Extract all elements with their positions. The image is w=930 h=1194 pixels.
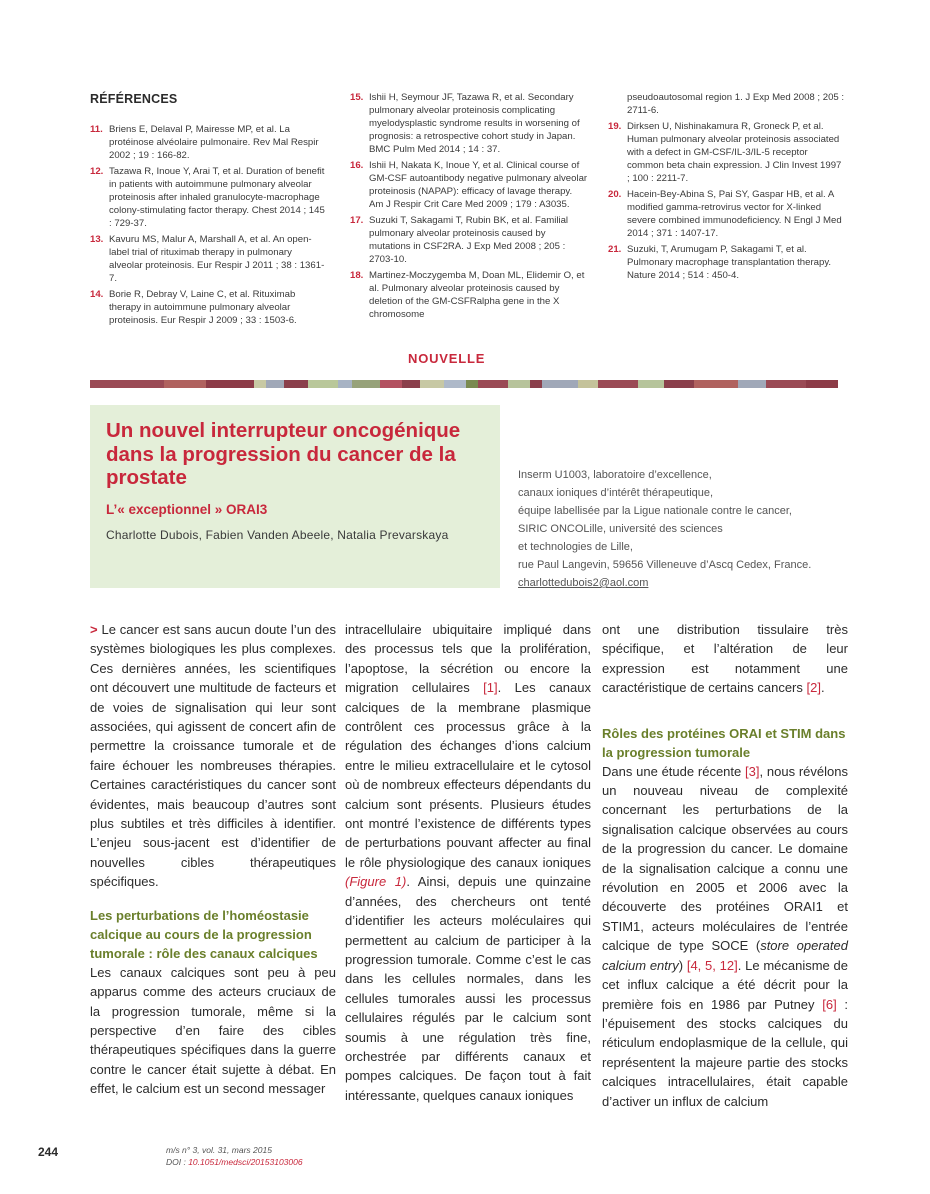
paragraph-intro: Le cancer est sans aucun doute l’un des systèmes biologiques les plus complexes. Ces dernières années, les scientifiques ont découvert une multitude de facteurs et de voies de signalisation qui leur sont associées, qui agissent de concert afin de permettre la croissance tumorale et de faire échouer les nombreuses thérapies. Certaines caractéristiques du cancer sont évidentes, mais beaucoup d’autres sont plus subtiles et très difficiles à identifier. L’enjeu sous-jacent est d’identifier de nouvelles cibles thérapeutiques spécifiques. <box>90 622 336 890</box>
reference-text: Tazawa R, Inoue Y, Arai T, et al. Duration of benefit in patients with autoimmune pulmonary alveolar proteinosis after inhaled granulocyte-macrophage colony-stimulating factor therapy. Chest 2014 ; 145 : 729-37. <box>109 166 325 229</box>
reference-text: Dirksen U, Nishinakamura R, Groneck P, et al. Human pulmonary alveolar proteinosis associated with a defect in GM-CSF/IL-3/IL-5 receptor common beta chain expression. J Clin Invest 1997 ; 100 : 2211-7. <box>627 121 842 184</box>
citation-link-3[interactable]: [3] <box>745 763 760 779</box>
section-label: NOUVELLE <box>408 351 486 366</box>
affiliation-line: SIRIC ONCOLille, université des sciences <box>518 523 723 535</box>
title-box <box>90 405 500 588</box>
affiliation-line: et technologies de Lille, <box>518 541 633 553</box>
paragraph-text: . Ainsi, depuis une quinzaine d’années, des chercheurs ont tenté d’identifier les acteurs moléculaires qui permettent au calcium de participer à la progression tumorale. Comme c’est le cas dans les cellules normales, dans les cellules tumorales aussi les processus cellulaires régulés par le calcium sont soumis à une régulation très fine, orchestrée par différents canaux et pompes calciques. De façon tout à fait intéressante, quelques canaux ioniques <box>345 874 591 1103</box>
paragraph-text: . <box>820 680 825 696</box>
reference-text: Hacein-Bey-Abina S, Pai SY, Gaspar HB, et al. A modified gamma-retrovirus vector for X-linked severe combined immunodeficiency. N Engl J Med 2014 ; 371 : 1407-17. <box>627 189 842 239</box>
references-column-3 <box>608 91 846 285</box>
reference-continuation: pseudoautosomal region 1. J Exp Med 2008 ; 205 : 2711-6. <box>627 92 845 116</box>
reference-number: 20. <box>608 189 622 200</box>
doi-label: DOI : <box>166 1157 189 1167</box>
affiliation <box>518 466 811 592</box>
citation-link-6[interactable]: [6] <box>822 996 837 1012</box>
reference-number: 16. <box>350 160 364 171</box>
paragraph-text: : l’épuisement des stocks calciques du réticulum endoplasmique de la cellule, qui représentent la majeure partie des stocks calciques intracellulaires, était capable d’activer un influx de calcium <box>602 996 848 1109</box>
figure-1-link[interactable]: (Figure 1) <box>345 874 407 890</box>
reference-number: 19. <box>608 121 622 132</box>
reference-item <box>350 91 588 156</box>
reference-number: 12. <box>90 166 104 177</box>
reference-number: 15. <box>350 92 364 103</box>
reference-item <box>608 188 846 240</box>
reference-number: 21. <box>608 244 622 255</box>
reference-text: Ishii H, Nakata K, Inoue Y, et al. Clinical course of GM-CSF autoantibody negative pulmonary alveolar proteinosis (NAPAP): efficacy of lavage therapy. Am J Respir Crit Care Med 2009 ; 179 : A3035. <box>369 160 588 210</box>
paragraph-text: . Le mécanisme de cet influx calcique a été décrit pour la première fois en 1986 par Putney <box>602 957 849 1012</box>
citation-link-4-5-12[interactable]: [4, 5, 12] <box>686 957 738 973</box>
body-column-2 <box>345 620 591 1105</box>
affiliation-line: canaux ioniques d’intérêt thérapeutique, <box>518 487 714 499</box>
citation-link-1[interactable]: [1] <box>483 680 498 696</box>
reference-text: Borie R, Debray V, Laine C, et al. Rituximab therapy in autoimmune pulmonary alveolar proteinosis. Eur Respir J 2009 ; 33 : 1503-6. <box>109 289 297 326</box>
reference-item <box>90 123 328 162</box>
body-column-1 <box>90 620 336 1099</box>
reference-number: 18. <box>350 270 364 281</box>
paragraph-text: ont une distribution tissulaire très spécifique, et l’altération de leur expression est notamment une caractéristique de certains cancers <box>602 622 848 696</box>
reference-number: 13. <box>90 234 104 245</box>
reference-item <box>608 243 846 282</box>
affiliation-line: Inserm U1003, laboratoire d’excellence, <box>518 469 712 481</box>
article-title: Un nouvel interrupteur oncogénique dans la progression du cancer de la prostate <box>106 419 461 489</box>
section-heading-orai-stim: Rôles des protéines ORAI et STIM dans la progression tumorale <box>602 725 846 760</box>
affiliation-line: équipe labellisée par la Ligue nationale contre le cancer, <box>518 505 792 517</box>
reference-text: Martinez-Moczygemba M, Doan ML, Elidemir O, et al. Pulmonary alveolar proteinosis caused by deletion of the GM-CSFRalpha gene in the X chromosome <box>369 270 585 320</box>
reference-number: 14. <box>90 289 104 300</box>
references-column-2 <box>350 91 588 324</box>
paragraph-text: . Les canaux calciques de la membrane plasmique contrôlent ces processus grâce à la régulation des échanges d’ions calcium entre le milieu extracellulaire et le cytosol où de nombreux effecteurs dépendants du calcium sont présents. Plusieurs études ont montré l’existence de différents types de perturbations pouvant affecter au final le rôle physiologique des canaux ioniques <box>345 680 591 870</box>
page-number: 244 <box>38 1145 59 1159</box>
reference-item <box>90 233 328 285</box>
reference-item <box>90 165 328 230</box>
citation-link-2[interactable]: [2] <box>806 680 821 696</box>
paragraph-text: , nous révélons un nouveau niveau de complexité concernant les perturbations de la signalisation calcique observées au cours de la progression du cancer. Le domaine de la signalisation calcique a connu une révolution en 2005 et 2006 avec la découverte des protéines ORAI1 et STIM1, acteurs moléculaires de l’entrée calcique de type SOCE ( <box>602 763 848 954</box>
article-subtitle: L’« exceptionnel » ORAI3 <box>106 501 268 517</box>
reference-item <box>350 214 588 266</box>
reference-text: Briens E, Delaval P, Mairesse MP, et al. La protéinose alvéolaire pulmonaire. Rev Mal Respir 2002 ; 19 : 166-82. <box>109 124 319 161</box>
doi-link[interactable]: 10.1051/medsci/20153103006 <box>188 1157 303 1167</box>
reference-text: Suzuki, T, Arumugam P, Sakagami T, et al. Pulmonary macrophage transplantation therapy. Nature 2014 ; 514 : 450-4. <box>627 244 832 281</box>
references-heading: RÉFÉRENCES <box>90 92 178 106</box>
reference-item <box>350 159 588 211</box>
paragraph-emphasis: store operated calcium entry <box>602 938 848 973</box>
paragraph-text: Dans une étude récente <box>602 763 742 779</box>
body-column-3 <box>602 620 848 1111</box>
reference-item <box>90 288 328 327</box>
journal-footer <box>166 1144 303 1168</box>
reference-text: Ishii H, Seymour JF, Tazawa R, et al. Secondary pulmonary alveolar proteinosis complicating myelodysplastic syndrome results in worsening of prognosis: a retrospective cohort study in Japan. BMC Pulm Med 2014 ; 14 : 37. <box>369 92 580 155</box>
lead-arrow-icon: > <box>90 622 98 637</box>
references-column-1 <box>90 123 328 330</box>
paragraph-calcium-channels: Les canaux calciques sont peu à peu apparus comme des acteurs cruciaux de la progression tumorale, même si la perspective d’en faire des cibles thérapeutiques spécifiques dans la guerre contre le cancer était sujette à débat. En effet, le calcium est un second messager <box>90 964 336 1097</box>
affiliation-line: rue Paul Langevin, 59656 Villeneuve d’Ascq Cedex, France. <box>518 559 812 571</box>
reference-text: Suzuki T, Sakagami T, Rubin BK, et al. Familial pulmonary alveolar proteinosis caused by mutations in CSF2RA. J Exp Med 2008 ; 205 : 2703-10. <box>369 215 569 265</box>
author-email-link[interactable]: charlottedubois2@aol.com <box>518 577 649 589</box>
reference-text: Kavuru MS, Malur A, Marshall A, et al. An open-label trial of rituximab therapy in pulmonary alveolar proteinosis. Eur Respir J 2011 ; 38 : 1361-7. <box>109 234 325 284</box>
reference-number: 11. <box>90 124 103 135</box>
reference-number: 17. <box>350 215 364 226</box>
article-authors: Charlotte Dubois, Fabien Vanden Abeele, Natalia Prevarskaya <box>106 527 449 542</box>
decorative-color-bar <box>90 380 838 388</box>
section-heading-calcium: Les perturbations de l’homéostasie calcique au cours de la progression tumorale : rôle des canaux calciques <box>90 907 318 961</box>
journal-citation: m/s n° 3, vol. 31, mars 2015 <box>166 1145 272 1155</box>
reference-item <box>350 269 588 321</box>
paragraph-text: intracellulaire ubiquitaire impliqué dans des processus tels que la prolifération, l’apoptose, la sécrétion ou encore la migration cellulaires <box>345 622 591 696</box>
paragraph-text: ) <box>678 957 684 973</box>
reference-item <box>608 120 846 185</box>
